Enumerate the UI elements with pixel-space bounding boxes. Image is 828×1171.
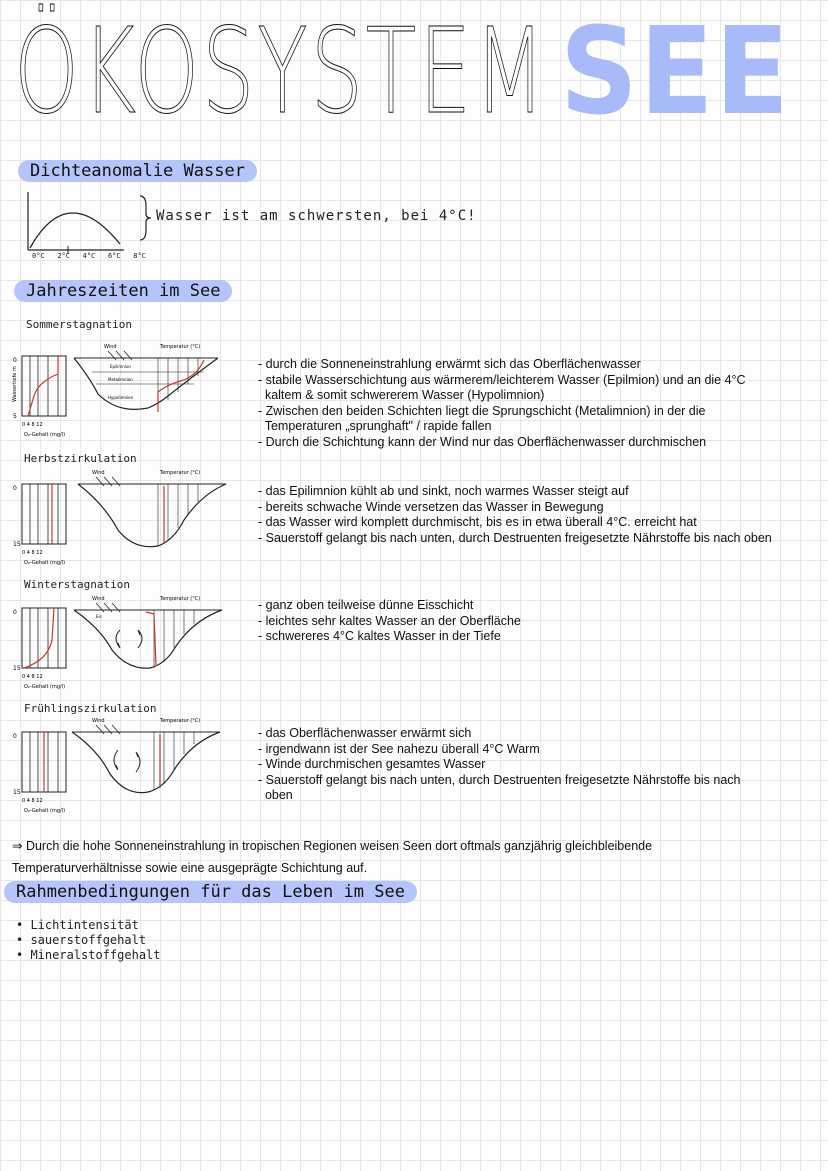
svg-text:0: 0 [13, 609, 17, 616]
svg-text:15: 15 [13, 665, 21, 672]
season-title-spring: Frühlingszirkulation [24, 702, 157, 715]
density-note: Wasser ist am schwersten, bei 4°C! [156, 208, 477, 224]
svg-text:O₂-Gehalt (mg/l): O₂-Gehalt (mg/l) [24, 560, 66, 566]
svg-text:Hypolimnion: Hypolimnion [108, 395, 134, 400]
svg-text:0 4 8 12: 0 4 8 12 [22, 798, 43, 804]
curly-brace-icon [136, 194, 156, 242]
page-title: ÖKOSYSTEM [14, 2, 549, 140]
page-title-accent: SEE [560, 3, 791, 142]
svg-text:15: 15 [13, 541, 21, 548]
svg-text:Eis: Eis [96, 614, 102, 619]
autumn-lake-diagram [8, 464, 240, 568]
svg-text:Wassertiefe m: Wassertiefe m [12, 366, 18, 402]
svg-text:0: 0 [13, 357, 17, 364]
svg-text:Temperatur (°C): Temperatur (°C) [160, 344, 201, 350]
summer-bullets: - durch die Sonneneinstrahlung erwärmt sich das Oberflächenwasser - stabile Wasserschichtung aus wärmerem/leichterem Wasser (Epilmion) und an die 4°C kaltem & somit schwererem Wasser (Hypolimnion) - Zwischen den beiden Schichten liegt die Sprungschicht (Metalimnion) in der die Temperaturen „sprunghaft" / rapide fallen - Durch die Schichtung kann der Wind nur das Oberflächenwasser durchmischen [258, 357, 746, 449]
summer-lake-diagram [8, 338, 240, 440]
conditions-item: • sauerstoffgehalt [16, 933, 147, 947]
seasons-heading: Jahreszeiten im See [14, 280, 232, 302]
svg-text:O₂-Gehalt (mg/l): O₂-Gehalt (mg/l) [24, 808, 66, 814]
svg-text:Wind: Wind [92, 596, 105, 602]
svg-text:0: 0 [13, 485, 17, 492]
svg-text:Temperatur (°C): Temperatur (°C) [160, 470, 201, 476]
svg-text:15: 15 [13, 789, 21, 796]
svg-text:Wind: Wind [92, 470, 105, 476]
svg-text:Wind: Wind [104, 344, 117, 350]
svg-text:O₂-Gehalt (mg/l): O₂-Gehalt (mg/l) [24, 684, 66, 690]
svg-text:0 4 8 12: 0 4 8 12 [22, 422, 43, 428]
svg-text:Wind: Wind [92, 718, 105, 724]
autumn-bullets: - das Epilimnion kühlt ab und sinkt, noch warmes Wasser steigt auf - bereits schwache Winde versetzen das Wasser in Bewegung - das Wasser wird komplett durchmischt, bis es in etwa überall 4°C. erreicht hat - Sauerstoff gelangt bis nach unten, durch Destruenten freigesetzte Nährstoffe bis nach oben [258, 484, 772, 545]
svg-text:0: 0 [13, 733, 17, 740]
tropics-note: ⇒ Durch die hohe Sonneneinstrahlung in tropischen Regionen weisen Seen dort oftmals ganzjährig gleichbleibende Temperaturverhältnisse sowie eine ausgeprägte Schichtung auf. [12, 839, 653, 875]
svg-text:5: 5 [13, 413, 17, 420]
svg-text:O₂-Gehalt (mg/l): O₂-Gehalt (mg/l) [24, 432, 66, 438]
spring-lake-diagram [8, 714, 240, 818]
conditions-list [16, 918, 161, 963]
conditions-heading: Rahmenbedingungen für das Leben im See [4, 881, 417, 903]
season-title-autumn: Herbstzirkulation [24, 452, 137, 465]
density-heading: Dichteanomalie Wasser [18, 160, 257, 182]
conditions-item: • Lichtintensität [16, 918, 139, 932]
winter-lake-diagram [8, 590, 240, 694]
winter-bullets: - ganz oben teilweise dünne Eisschicht - leichtes sehr kaltes Wasser an der Oberfläche - schwereres 4°C kaltes Wasser in der Tiefe [258, 598, 521, 643]
conditions-item: • Mineralstoffgehalt [16, 948, 161, 962]
svg-text:0 4 8 12: 0 4 8 12 [22, 674, 43, 680]
season-title-winter: Winterstagnation [24, 578, 130, 591]
svg-text:Epilimnion: Epilimnion [110, 364, 131, 369]
svg-text:0 4 8 12: 0 4 8 12 [22, 550, 43, 556]
density-axis-labels: 0°C 2°C 4°C 6°C 8°C [32, 252, 146, 260]
svg-text:Temperatur (°C): Temperatur (°C) [160, 718, 201, 724]
svg-text:Metalimnion: Metalimnion [108, 377, 133, 382]
season-title-summer: Sommerstagnation [26, 318, 132, 331]
spring-bullets: - das Oberflächenwasser erwärmt sich - irgendwann ist der See nahezu überall 4°C Warm - Winde durchmischen gesamtes Wasser - Sauerstoff gelangt bis nach unten, durch Destruenten freigesetzte Nährstoffe bis nach oben [258, 726, 741, 802]
svg-text:Temperatur (°C): Temperatur (°C) [160, 596, 201, 602]
